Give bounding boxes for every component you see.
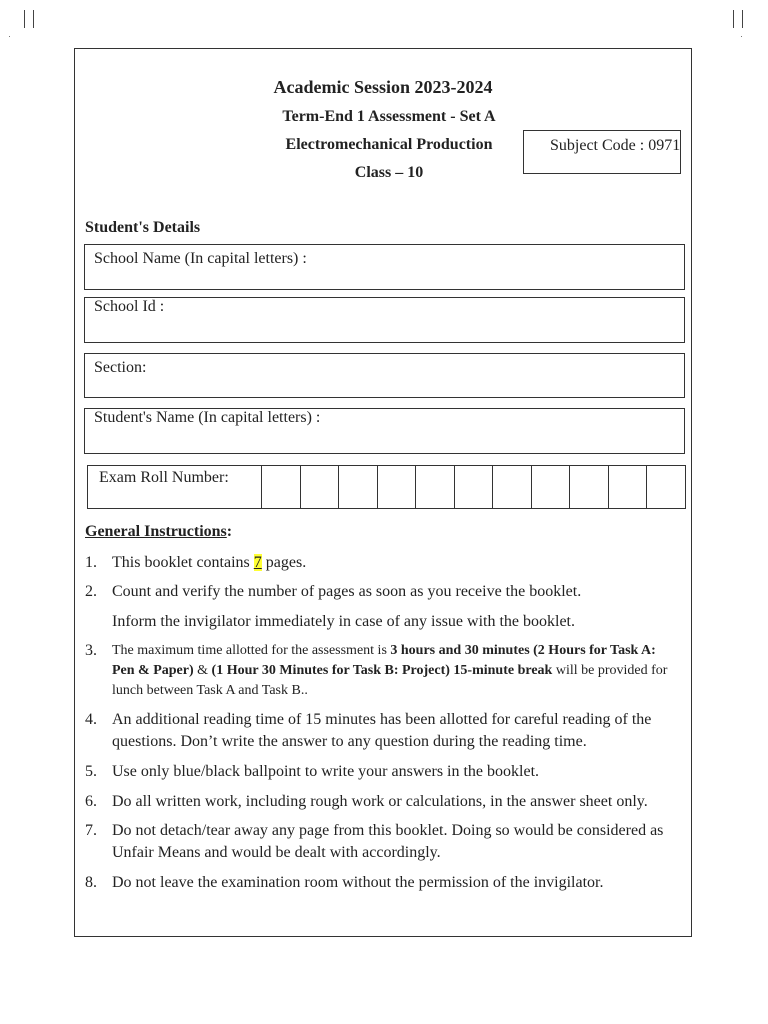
instruction-text: & xyxy=(193,663,212,678)
instruction-number: 2. xyxy=(85,583,97,600)
instruction-bold-text: 3 hours and 30 minutes (2 Hours for Task A: Pen & Paper) xyxy=(112,643,656,678)
assessment-title: Term-End 1 Assessment - Set A xyxy=(282,108,496,125)
instruction-text: pages. xyxy=(261,554,307,571)
instruction-text: will be provided for lunch between Task A and Task B.. xyxy=(112,663,668,698)
students-details-heading: Student's Details xyxy=(85,219,201,236)
class-title: Class – 10 xyxy=(354,164,424,181)
heading-colon: : xyxy=(226,523,233,540)
instruction-item-continued xyxy=(85,611,670,633)
instruction-bold-text: (1 Hour 30 Minutes for Task B: Project) 15-minute break xyxy=(211,663,553,678)
subject-title: Electromechanical Production xyxy=(285,136,493,153)
general-instructions-title: General Instructions xyxy=(85,523,227,540)
instruction-item xyxy=(85,581,670,603)
instruction-text: Inform the invigilator immediately in case of any issue with the booklet. xyxy=(112,613,575,630)
instruction-text: An additional reading time of 15 minutes has been allotted for careful reading of the questions. Don’t write the answer to any question during the reading time. xyxy=(112,711,652,750)
crop-mark xyxy=(733,10,734,28)
roll-digit-cell[interactable] xyxy=(532,466,571,508)
exam-roll-label: Exam Roll Number: xyxy=(88,466,262,508)
crop-mark xyxy=(742,10,743,28)
roll-digit-cell[interactable] xyxy=(455,466,494,508)
roll-digit-cell[interactable] xyxy=(339,466,378,508)
instruction-text: Do all written work, including rough work or calculations, in the answer sheet only. xyxy=(112,793,648,810)
section-label: Section: xyxy=(94,359,147,376)
roll-digit-cell[interactable] xyxy=(647,466,685,508)
roll-digit-cell[interactable] xyxy=(416,466,455,508)
roll-digit-cell[interactable] xyxy=(609,466,648,508)
instruction-item xyxy=(85,820,670,864)
roll-digit-cell[interactable] xyxy=(262,466,301,508)
subject-code-box: Subject Code : 0971 xyxy=(523,130,681,174)
instruction-item xyxy=(85,872,670,894)
section-field[interactable] xyxy=(84,353,685,398)
roll-digit-cell[interactable] xyxy=(301,466,340,508)
instruction-item xyxy=(85,552,670,574)
roll-digit-cell[interactable] xyxy=(378,466,417,508)
instruction-number: 6. xyxy=(85,793,97,810)
school-id-label: School Id : xyxy=(94,298,165,315)
instruction-number: 5. xyxy=(85,763,97,780)
crop-dot xyxy=(9,36,10,37)
instruction-item xyxy=(85,709,670,753)
roll-digit-cell[interactable] xyxy=(493,466,532,508)
instruction-text: Use only blue/black ballpoint to write your answers in the booklet. xyxy=(112,763,540,780)
instruction-number: 4. xyxy=(85,711,97,728)
student-name-label: Student's Name (In capital letters) : xyxy=(94,409,321,426)
instruction-text: This booklet contains xyxy=(112,554,254,571)
instruction-item xyxy=(85,791,670,813)
exam-roll-number-grid xyxy=(87,465,686,509)
instruction-text: Do not leave the examination room without the permission of the invigilator. xyxy=(112,874,604,891)
instruction-text: Count and verify the number of pages as soon as you receive the booklet. xyxy=(112,583,582,600)
crop-dot xyxy=(741,36,742,37)
instruction-item xyxy=(85,641,670,701)
instruction-number: 3. xyxy=(85,642,97,659)
student-name-field[interactable] xyxy=(84,408,685,454)
roll-digit-cell[interactable] xyxy=(570,466,609,508)
crop-mark xyxy=(24,10,25,28)
crop-mark xyxy=(33,10,34,28)
session-title: Academic Session 2023-2024 xyxy=(273,77,493,97)
instruction-text: The maximum time allotted for the assessment is xyxy=(112,643,391,658)
school-name-label: School Name (In capital letters) : xyxy=(94,250,307,267)
instruction-number: 7. xyxy=(85,822,97,839)
page-count-highlight: 7 xyxy=(253,554,262,571)
instruction-text: Do not detach/tear away any page from this booklet. Doing so would be considered as Unfair Means and would be dealt with accordingly. xyxy=(112,822,664,861)
general-instructions-heading xyxy=(85,523,232,541)
school-name-field[interactable] xyxy=(84,244,685,290)
school-id-field[interactable] xyxy=(84,297,685,343)
instruction-number: 8. xyxy=(85,874,97,891)
instruction-item xyxy=(85,761,670,783)
instruction-number: 1. xyxy=(85,554,97,571)
exam-cover-page xyxy=(74,48,692,937)
